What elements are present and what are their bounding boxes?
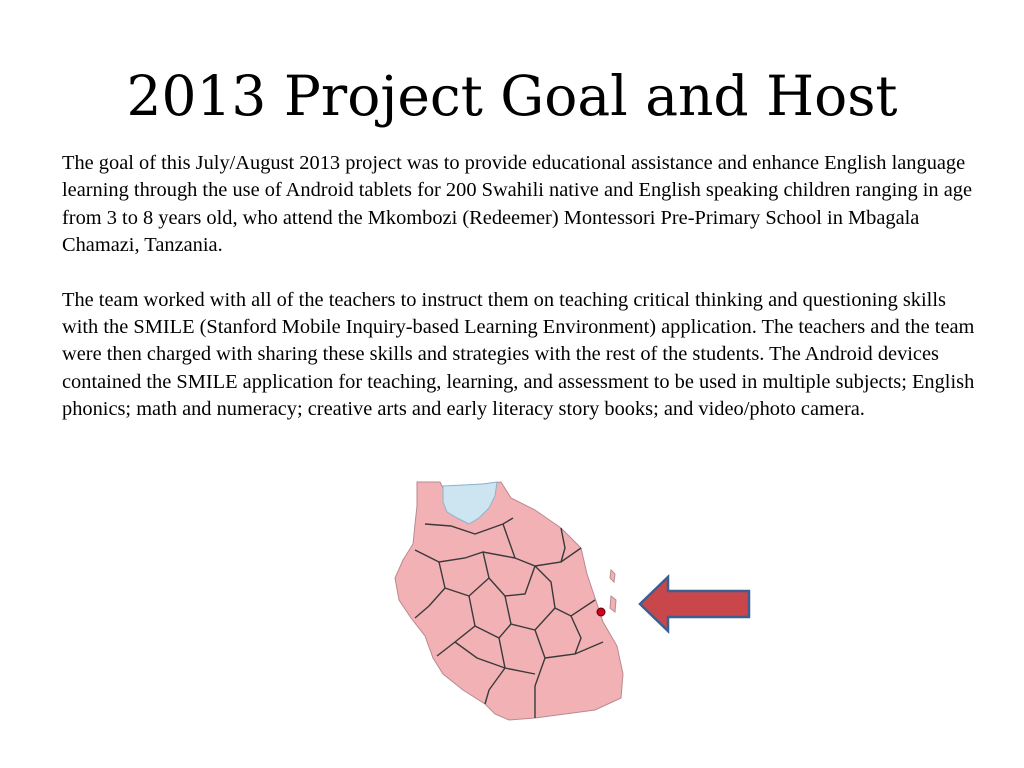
tanzania-map bbox=[385, 478, 635, 726]
zanzibar-island bbox=[610, 596, 616, 612]
tanzania-land bbox=[395, 482, 623, 720]
slide-body bbox=[62, 150, 982, 451]
goal-paragraph: The goal of this July/August 2013 project was to provide educational assistance and enhance English language learning through the use of Android tablets for 200 Swahili native and English speaking children ranging in age from 3 to 8 years old, who attend the Mkombozi (Redeemer) Montessori Pre-Primary School in Mbagala Chamazi, Tanzania. bbox=[62, 152, 973, 257]
team-paragraph: The team worked with all of the teachers to instruct them on teaching critical thinking and questioning skills with the SMILE (Stanford Mobile Inquiry-based Learning Environment) application. The teachers and the team were then charged with sharing these skills and strategies with the rest of the students. The Android devices contained the SMILE application for teaching, learning, and assessment to be used in multiple subjects; English phonics; math and numeracy; creative arts and early literacy story books; and video/photo camera. bbox=[62, 288, 975, 421]
left-arrow-icon bbox=[640, 577, 749, 631]
pemba-island bbox=[610, 570, 615, 582]
location-marker bbox=[597, 608, 605, 616]
pointer-arrow bbox=[636, 574, 754, 634]
slide-title: 2013 Project Goal and Host bbox=[126, 64, 898, 128]
